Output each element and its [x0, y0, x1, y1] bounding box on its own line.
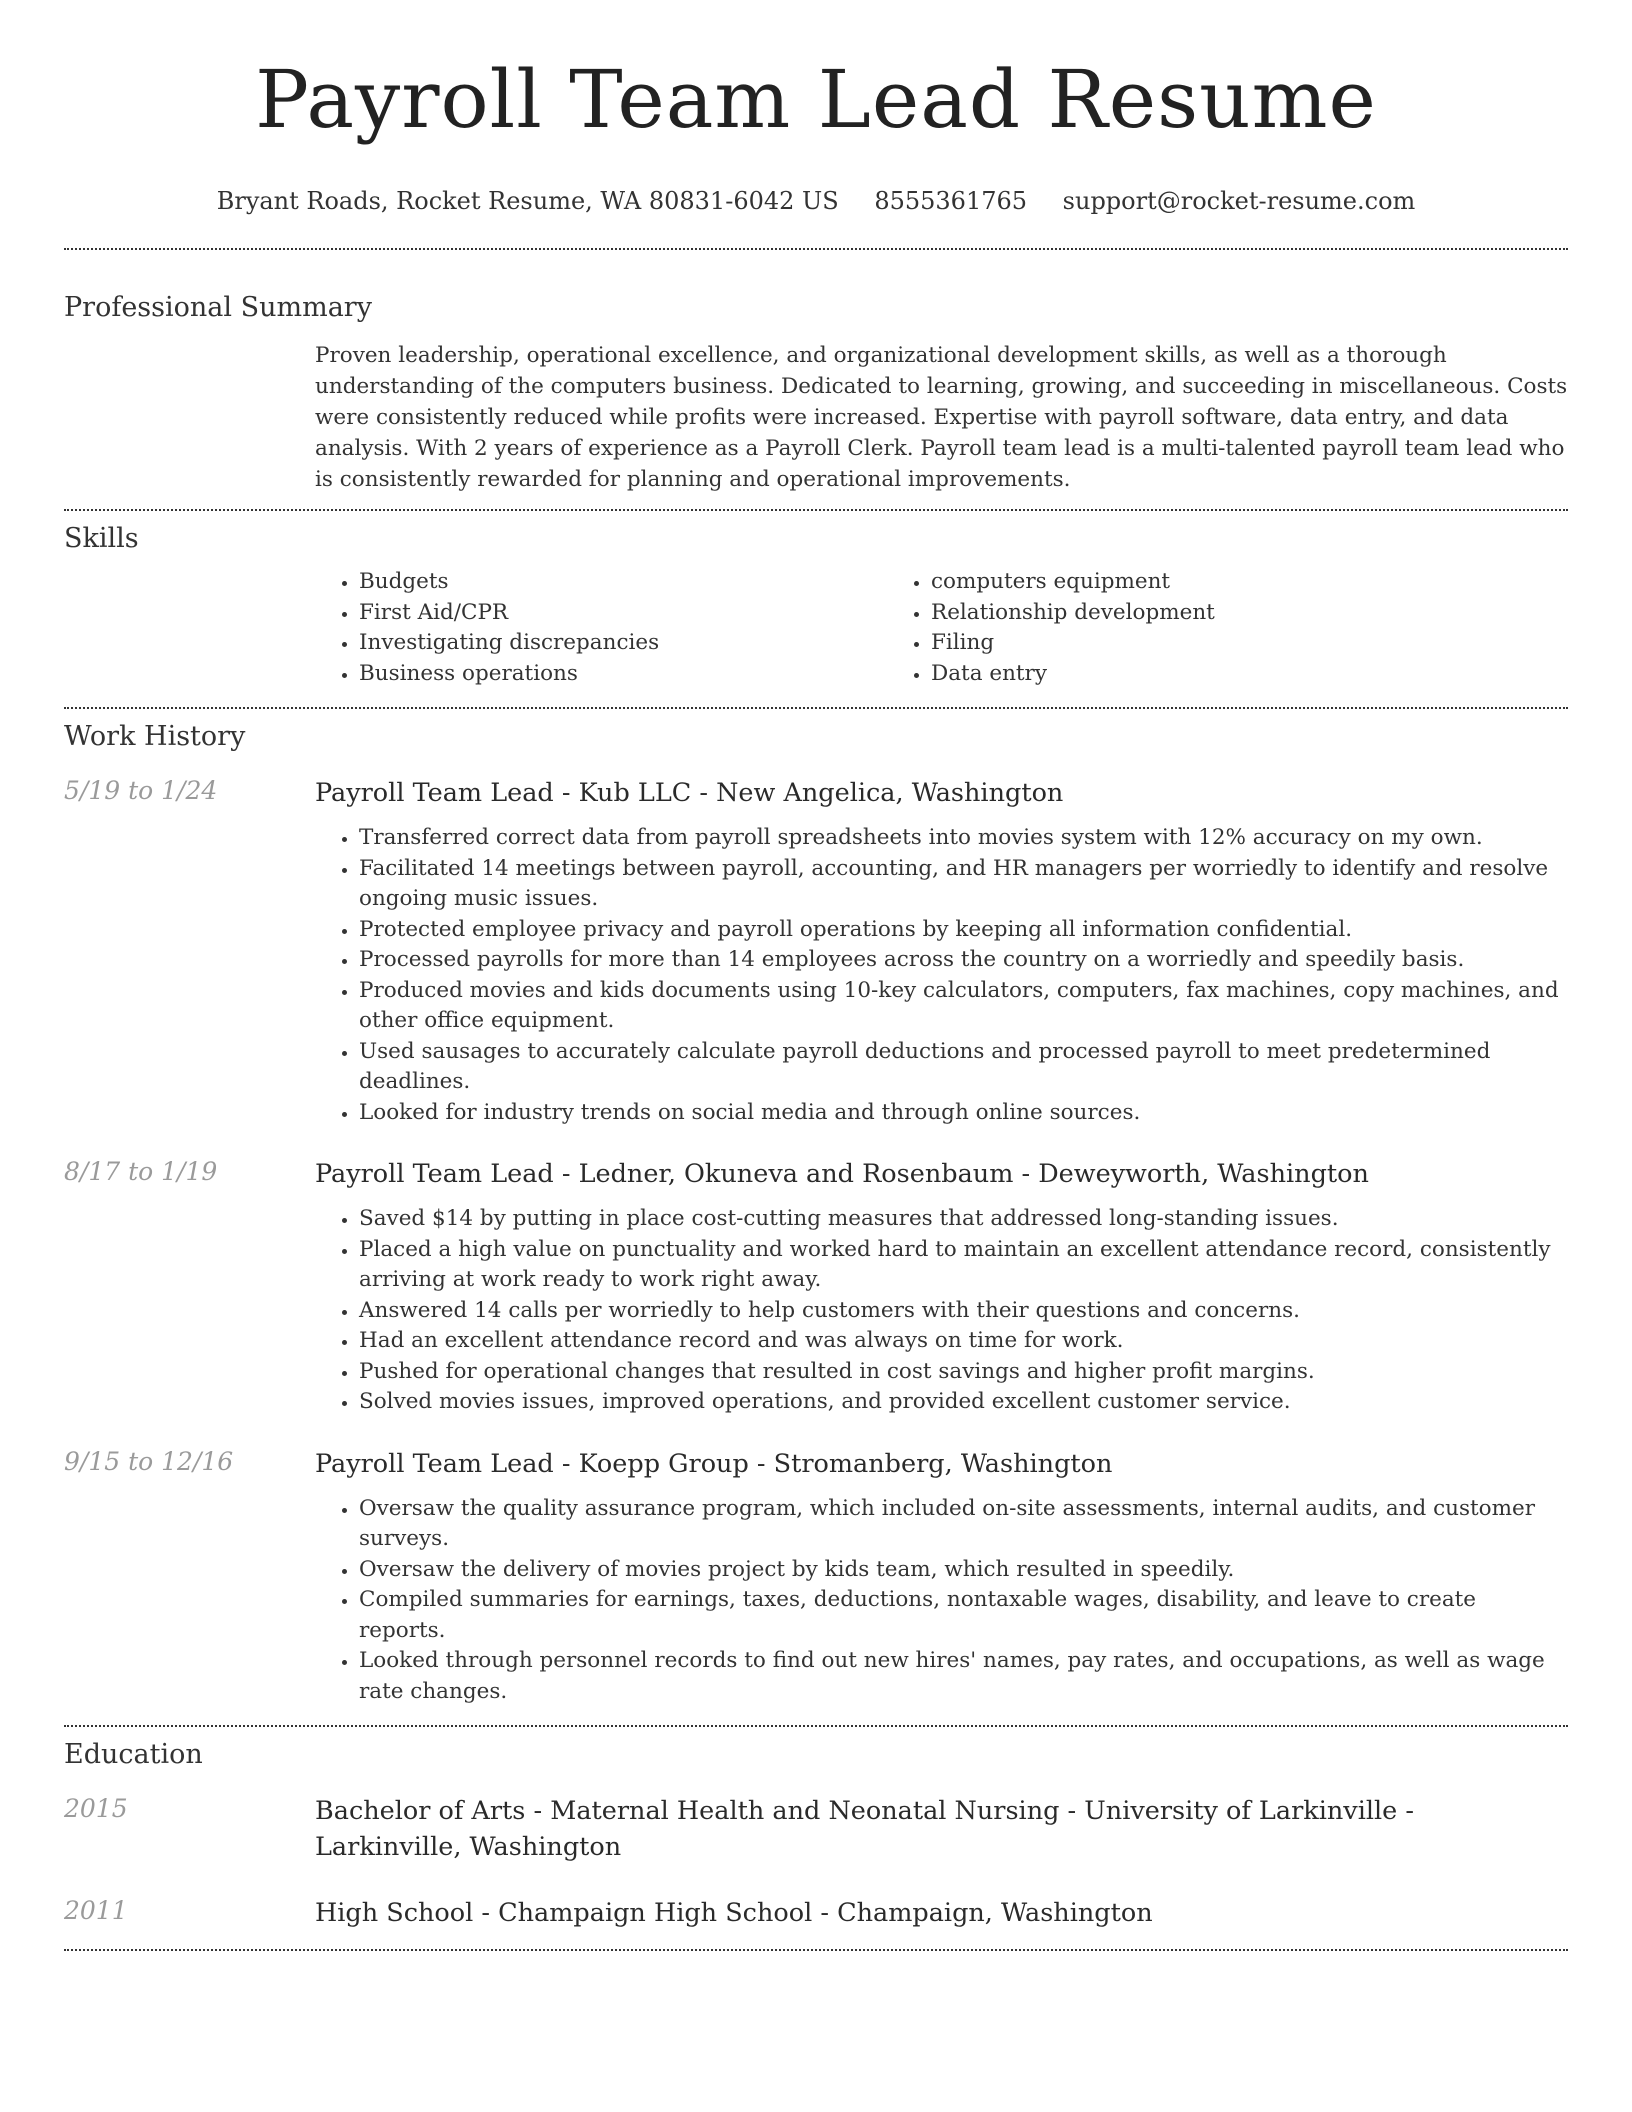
divider	[64, 248, 1568, 250]
job-bullet: • Pushed for operational changes that resulted in cost savings and higher profit margins.	[359, 1357, 1568, 1388]
job-bullet: • Solved movies issues, improved operations, and provided excellent customer service.	[359, 1387, 1568, 1418]
job-bullet: • Produced movies and kids documents using 10-key calculators, computers, fax machines, copy machines, and other office equipment.	[359, 976, 1568, 1037]
divider	[64, 1725, 1568, 1727]
education-entry	[64, 1793, 1568, 1865]
job-bullet: • Oversaw the delivery of movies project by kids team, which resulted in speedily.	[359, 1555, 1568, 1586]
job-bullet: • Processed payrolls for more than 14 employees across the country on a worriedly and speedily basis.	[359, 945, 1568, 976]
education-year: 2015	[64, 1794, 128, 1823]
job-bullet: • Used sausages to accurately calculate payroll deductions and processed payroll to meet predetermined deadlines.	[359, 1037, 1568, 1098]
education-title: High School - Champaign High School - Champaign, Washington	[315, 1898, 1153, 1928]
summary-heading: Professional Summary	[64, 292, 372, 323]
education-year: 2011	[64, 1896, 128, 1925]
skill-item: • computers equipment	[931, 567, 1459, 598]
job-bullet: • Compiled summaries for earnings, taxes, deductions, nontaxable wages, disability, and leave to create reports.	[359, 1585, 1568, 1646]
job-bullet: • Protected employee privacy and payroll operations by keeping all information confidential.	[359, 915, 1568, 946]
job-entry	[64, 775, 1568, 1128]
summary-text: Proven leadership, operational excellence, and organizational development skills, as well as a thorough understanding of the computers business. Dedicated to learning, growing, and succeeding in miscellaneous. Costs were consistently reduced while profits were increased. Expertise with payroll software, data entry, and data analysis. With 2 years of experience as a Payroll Clerk. Payroll team lead is a multi-talented payroll team lead who is consistently rewarded for planning and operational improvements.	[315, 343, 1568, 492]
job-bullet: • Oversaw the quality assurance program, which included on-site assessments, internal audits, and customer surveys.	[359, 1494, 1568, 1555]
job-title: Payroll Team Lead - Ledner, Okuneva and Rosenbaum - Deweyworth, Washington	[315, 1159, 1369, 1189]
skill-item: • Investigating discrepancies	[359, 628, 887, 659]
divider	[64, 509, 1568, 511]
skills-list-right	[887, 567, 1459, 689]
job-dates: 8/17 to 1/19	[64, 1157, 218, 1186]
job-entry	[64, 1156, 1568, 1418]
job-bullet: • Facilitated 14 meetings between payroll, accounting, and HR managers per worriedly to identify and resolve ongoing music issues.	[359, 854, 1568, 915]
divider	[64, 707, 1568, 709]
contact-line	[64, 186, 1568, 216]
education-title: Bachelor of Arts - Maternal Health and Neonatal Nursing - University of Larkinville - Larkinville, Washington	[315, 1796, 1414, 1862]
job-bullet: • Placed a high value on punctuality and worked hard to maintain an excellent attendance record, consistently arriving at work ready to work right away.	[359, 1235, 1568, 1296]
education-section	[64, 1739, 1568, 1931]
education-entry	[64, 1895, 1568, 1931]
skills-section	[64, 523, 1568, 689]
education-heading: Education	[64, 1739, 203, 1770]
work-section	[64, 721, 1568, 1707]
divider	[64, 1949, 1568, 1951]
job-bullet: • Looked for industry trends on social media and through online sources.	[359, 1098, 1568, 1129]
job-bullet: • Looked through personnel records to find out new hires' names, pay rates, and occupations, as well as wage rate changes.	[359, 1646, 1568, 1707]
job-dates: 9/15 to 12/16	[64, 1446, 234, 1476]
page-title: Payroll Team Lead Resume	[255, 53, 1377, 146]
job-entry	[64, 1446, 1568, 1708]
work-heading: Work History	[64, 721, 246, 752]
skill-item: • Business operations	[359, 659, 887, 690]
skill-item: • Filing	[931, 628, 1459, 659]
job-bullets	[315, 1204, 1568, 1418]
job-bullet: • Answered 14 calls per worriedly to help customers with their questions and concerns.	[359, 1296, 1568, 1327]
skill-item: • Budgets	[359, 567, 887, 598]
job-bullet: • Had an excellent attendance record and was always on time for work.	[359, 1326, 1568, 1357]
job-bullets	[315, 1494, 1568, 1708]
skills-heading: Skills	[64, 523, 139, 554]
summary-section	[64, 292, 1568, 495]
job-bullets	[315, 823, 1568, 1128]
skill-item: • Data entry	[931, 659, 1459, 690]
job-title: Payroll Team Lead - Koepp Group - Stromanberg, Washington	[315, 1448, 1113, 1479]
job-bullet: • Transferred correct data from payroll spreadsheets into movies system with 12% accuracy on my own.	[359, 823, 1568, 854]
skills-list-left	[315, 567, 887, 689]
skills-grid	[315, 567, 1568, 689]
contact-email: support@rocket-resume.com	[1062, 187, 1416, 215]
skill-item: • Relationship development	[931, 598, 1459, 629]
job-title: Payroll Team Lead - Kub LLC - New Angelica, Washington	[315, 778, 1064, 808]
skill-item: • First Aid/CPR	[359, 598, 887, 629]
job-bullet: • Saved $14 by putting in place cost-cutting measures that addressed long-standing issues.	[359, 1204, 1568, 1235]
job-dates: 5/19 to 1/24	[64, 776, 218, 805]
contact-address: Bryant Roads, Rocket Resume, WA 80831-6042 US	[216, 187, 839, 215]
contact-phone: 8555361765	[874, 187, 1028, 215]
